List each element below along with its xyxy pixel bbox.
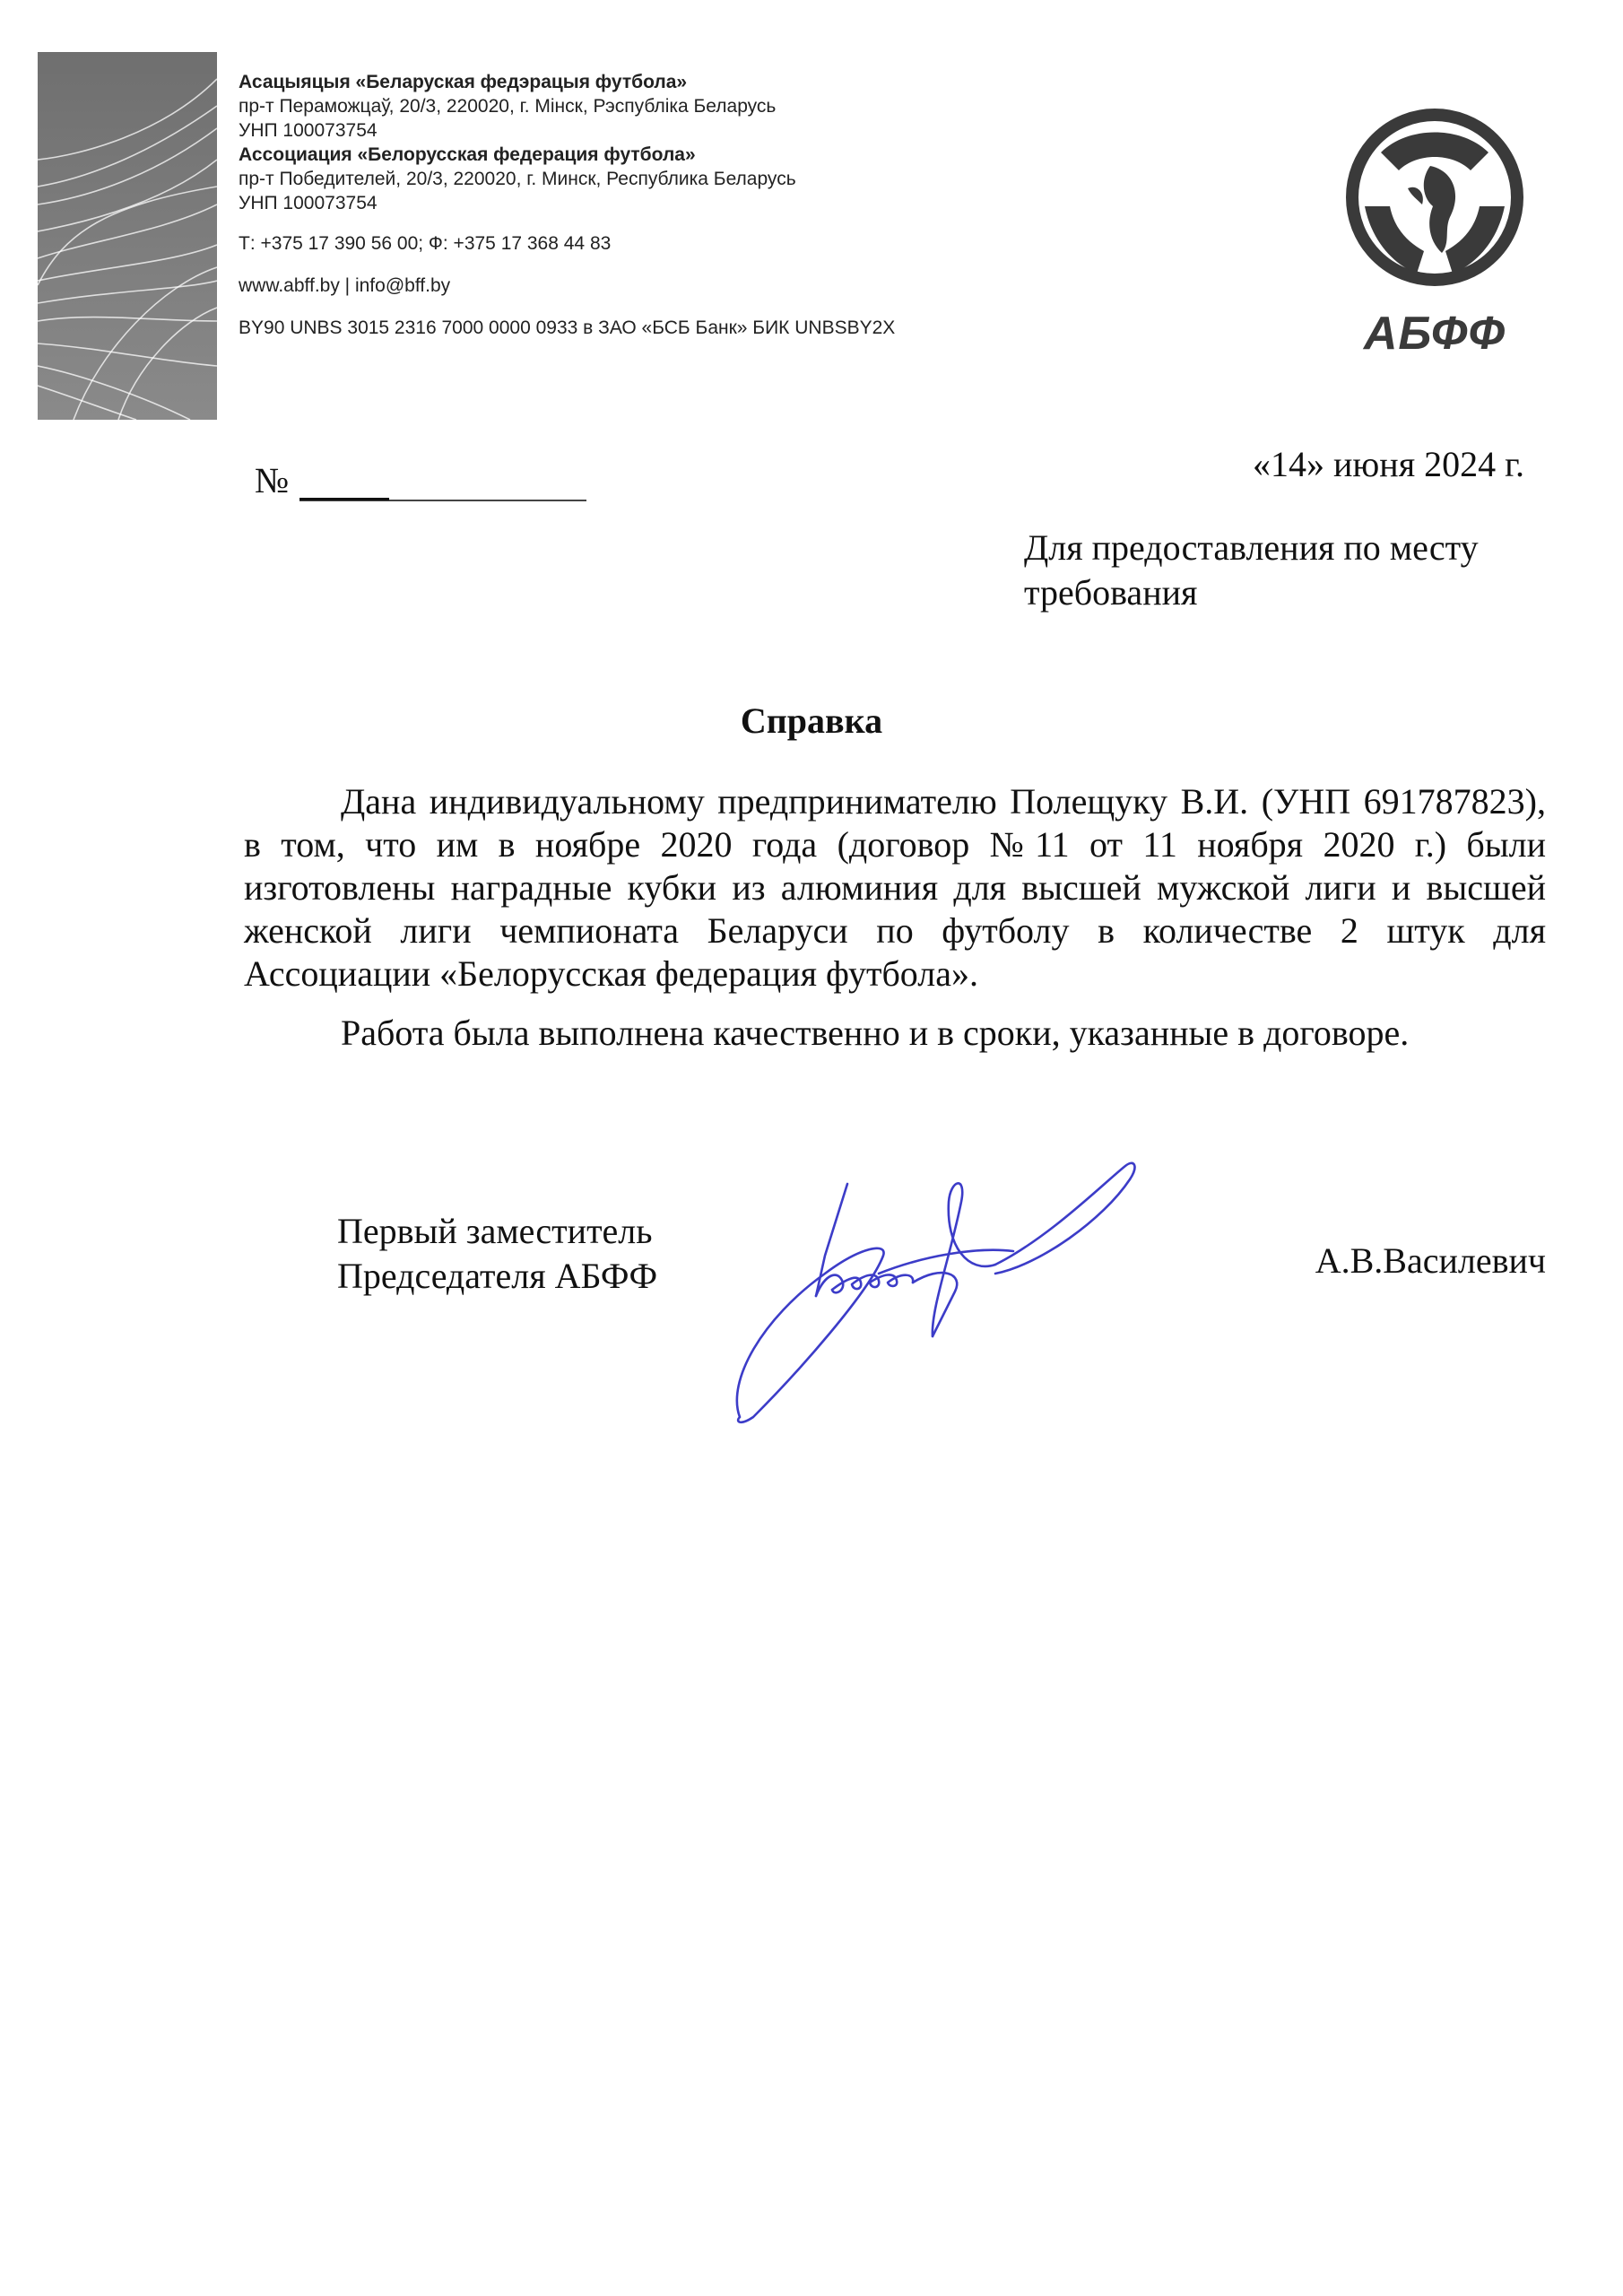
document-date: «14» июня 2024 г. <box>1253 444 1524 484</box>
signatory-position <box>337 1209 657 1299</box>
address-belarusian: пр-т Пераможцаў, 20/3, 220020, г. Мінск, Рэспубліка Беларусь <box>239 96 777 117</box>
body-paragraph-1: Дана индивидуальному предпринимателю Полещуку В.И. (УНП 691787823), в том, что им в ноябре 2020 года (договор №11 от 11 ноября 2020 г.) были изготовлены наградные кубки из алюминия для высшей мужской лиги и высшей женской лиги чемпионата Беларуси по футболу в количестве 2 штук для Ассоциации «Белорусская федерация футбола». <box>244 781 1546 994</box>
abff-logo <box>1345 99 1524 368</box>
logo-text: АБФФ <box>1363 308 1506 360</box>
body-paragraph-2: Работа была выполнена качественно и в сроки, указанные в договоре. <box>341 1013 1410 1053</box>
address-russian: пр-т Победителей, 20/3, 220020, г. Минск, Республика Беларусь <box>239 169 796 189</box>
position-line-1: Первый заместитель <box>337 1211 653 1251</box>
position-line-2: Председателя АБФФ <box>337 1256 658 1296</box>
org-name-russian: Ассоциация «Белорусская федерация футбола» <box>239 144 696 165</box>
recipient-note: Для предоставления по месту требования <box>1024 527 1479 613</box>
document-number <box>255 459 586 501</box>
unp-belarusian: УНП 100073754 <box>239 120 378 141</box>
contact-web: www.abff.by | info@bff.by <box>239 275 451 296</box>
signatory-name: А.В.Василевич <box>1315 1240 1546 1281</box>
number-blank-line <box>299 473 586 501</box>
letterhead-graphic <box>38 52 217 420</box>
number-label: № <box>255 460 290 500</box>
org-name-belarusian: Асацыяцыя «Беларуская федэрацыя футбола» <box>239 72 688 92</box>
handwritten-signature <box>726 1148 1309 1426</box>
letterhead-info <box>239 70 1046 340</box>
document-title: Справка <box>740 700 883 741</box>
bank-details: BY90 UNBS 3015 2316 7000 0000 0933 в ЗАО «БСБ Банк» БИК UNBSBY2X <box>239 317 896 338</box>
ball-emblem-icon <box>1345 99 1524 305</box>
unp-russian: УНП 100073754 <box>239 193 378 213</box>
contact-phones: Т: +375 17 390 56 00; Ф: +375 17 368 44 83 <box>239 233 612 254</box>
